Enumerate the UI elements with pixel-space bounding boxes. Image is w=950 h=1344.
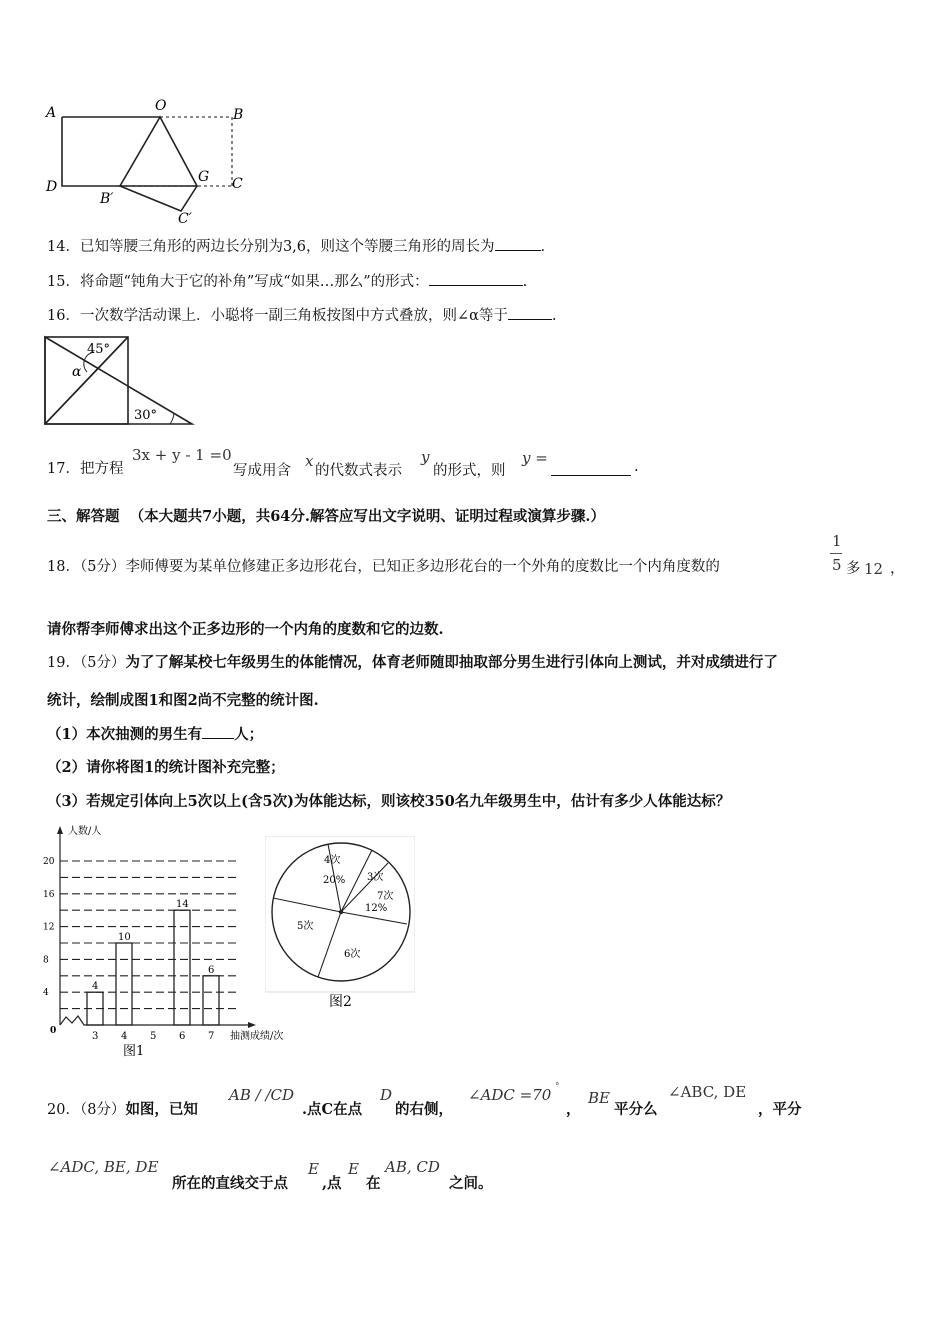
math-angle-adc: ∠ADC =70	[468, 1086, 552, 1104]
angle-alpha: α	[72, 364, 82, 380]
pie-chart	[265, 836, 415, 1016]
answer-blank[interactable]	[551, 461, 631, 476]
label-A: A	[46, 105, 57, 121]
question-number: 17．	[47, 461, 80, 477]
math-e: E	[348, 1160, 359, 1178]
degree-mark: °	[555, 1082, 560, 1092]
text: ，平分	[758, 1101, 802, 1118]
math-e: E	[308, 1160, 319, 1178]
question-20-number	[47, 1098, 198, 1119]
question-number: 20．	[47, 1102, 80, 1118]
text: 如图，已知	[125, 1101, 198, 1118]
question-number: 16．	[47, 308, 80, 324]
answer-blank[interactable]	[202, 724, 234, 739]
question-16	[47, 305, 557, 326]
pie-pct-7: 12%	[365, 903, 388, 914]
question-14	[47, 236, 545, 257]
fraction-denominator: 5	[832, 556, 842, 574]
x-tick-label: 4	[121, 1031, 128, 1042]
math-be: BE	[588, 1089, 610, 1107]
y-tick-label: 20	[43, 857, 55, 867]
number: 12	[864, 560, 884, 578]
x-axis-arrow	[248, 1022, 256, 1028]
pie-label-6: 6次	[344, 949, 361, 960]
section-note: （本大题共7小题，共64分.解答应写出文字说明、证明过程或演算步骤.）	[129, 508, 605, 525]
question-19-part2: （2）请你将图1的统计图补充完整；	[47, 759, 285, 776]
question-19-part3: （3）若规定引体向上5次以上(含5次)为体能达标，则该校350名九年级男生中，估计有多少人体能达标？	[47, 793, 731, 810]
text: 多	[846, 561, 861, 577]
y-equals: y =	[522, 449, 548, 467]
text: 在	[366, 1175, 381, 1192]
text: .点C在点	[302, 1101, 363, 1118]
question-number: 14．	[47, 239, 80, 255]
figure-triangle-rulers	[42, 334, 202, 429]
text: ，	[566, 1101, 581, 1118]
label-C-prime: C′	[178, 211, 192, 227]
math-angle-abc: ∠ABC, DE	[668, 1083, 747, 1101]
score: （8分）	[79, 1102, 126, 1118]
question-18	[47, 557, 720, 577]
question-number: 19．	[47, 655, 80, 671]
text: 的形式，则	[433, 463, 506, 479]
y-tick-label: 16	[43, 889, 55, 900]
y-tick-label: 12	[43, 922, 55, 933]
period: .	[522, 274, 528, 290]
text: 人；	[234, 726, 264, 743]
bar-value-label: 6	[208, 964, 215, 976]
pie-label-7: 7次	[377, 891, 394, 902]
label-D: D	[46, 179, 58, 195]
question-text: 为了了解某校七年级男生的体能情况，体育老师随即抽取部分男生进行引体向上测试，并对成绩进行了	[125, 654, 778, 671]
math-ab-cd: AB, CD	[385, 1158, 440, 1176]
math-ab-parallel-cd: AB / /CD	[229, 1086, 295, 1104]
period: .	[540, 239, 546, 255]
question-19-part1	[47, 724, 263, 745]
x-axis	[60, 1016, 250, 1025]
pie-label-5: 5次	[297, 921, 314, 932]
period: .	[634, 459, 639, 475]
bar	[203, 976, 219, 1025]
label-B: B	[233, 107, 244, 123]
x-tick-label: 5	[150, 1031, 157, 1042]
bar-value-label: 10	[118, 932, 131, 943]
label-O: O	[155, 98, 167, 114]
pie-label-4: 4次	[324, 855, 341, 866]
fraction-numerator: 1	[832, 532, 842, 550]
x-tick-label: 6	[179, 1031, 186, 1042]
x-tick-label: 3	[92, 1031, 99, 1042]
text: 的右侧，	[395, 1101, 453, 1118]
score: （5分）	[79, 655, 126, 671]
question-text: 一次数学活动课上．小聪将一副三角板按图中方式叠放，则∠α等于	[79, 308, 508, 324]
question-number: 18．	[47, 559, 80, 575]
text: 平分么	[614, 1101, 658, 1118]
pie-pct-4: 20%	[323, 875, 346, 886]
text: 的代数式表示	[315, 463, 402, 479]
text: （1）本次抽测的男生有	[47, 726, 203, 743]
math-angle-adc-be-de: ∠ADC, BE, DE	[48, 1158, 159, 1176]
x-tick-label: 7	[208, 1031, 215, 1042]
question-19-line2: 统计，绘制成图1和图2尚不完整的统计图.	[47, 692, 319, 709]
answer-blank[interactable]	[429, 271, 523, 286]
question-15	[47, 271, 527, 292]
y-tick-label: 4	[43, 988, 49, 999]
question-number: 15．	[47, 274, 80, 290]
figure-rectangle-fold	[40, 95, 270, 230]
question-17	[47, 459, 123, 479]
answer-blank[interactable]	[495, 236, 541, 251]
question-text: 将命题“钝角大于它的补角”写成“如果…那么”的形式：	[79, 274, 429, 290]
bar	[116, 943, 132, 1025]
section-heading	[47, 507, 605, 527]
label-G: G	[198, 169, 210, 185]
answer-blank[interactable]	[508, 305, 552, 320]
y-tick-label: 0	[50, 1026, 57, 1036]
fraction-bar	[830, 553, 842, 554]
question-19	[47, 653, 778, 673]
var-y: y	[421, 448, 430, 466]
bar-chart	[40, 820, 295, 1065]
text: ，	[890, 561, 905, 577]
pie-label-3: 3次	[367, 872, 384, 883]
section-title: 三、解答题	[47, 508, 120, 525]
text: 所在的直线交于点	[172, 1175, 288, 1192]
math-d: D	[380, 1086, 393, 1104]
text: 写成用含	[233, 463, 291, 479]
text: 把方程	[79, 461, 124, 477]
bar-value-label: 14	[176, 899, 189, 911]
question-text: 已知等腰三角形的两边长分别为3,6，则这个等腰三角形的周长为	[79, 239, 495, 255]
label-C: C	[232, 176, 243, 192]
y-axis-label: 人数/人	[68, 826, 102, 837]
chart-caption: 图2	[329, 994, 352, 1010]
equation: 3x + y - 1 =0	[132, 446, 232, 464]
text: ,点	[322, 1175, 342, 1192]
chart-caption: 图1	[123, 1044, 145, 1059]
period: .	[551, 308, 557, 324]
score: （5分）	[79, 559, 126, 575]
question-18-line2: 请你帮李师傅求出这个正多边形的一个内角的度数和它的边数.	[47, 621, 444, 638]
angle-45: 45°	[87, 342, 111, 357]
bar-value-label: 4	[92, 981, 99, 993]
label-B-prime: B′	[100, 191, 114, 207]
bar	[174, 910, 190, 1025]
question-text: 李师傅要为某单位修建正多边形花台，已知正多边形花台的一个外角的度数比一个内角度数的	[125, 559, 720, 575]
angle-30: 30°	[134, 408, 158, 423]
text: 之间。	[449, 1175, 493, 1192]
x-axis-label: 抽测成绩/次	[230, 1031, 284, 1042]
y-tick-label: 8	[43, 955, 49, 966]
var-x: x	[305, 452, 314, 470]
y-axis-arrow	[57, 826, 63, 834]
